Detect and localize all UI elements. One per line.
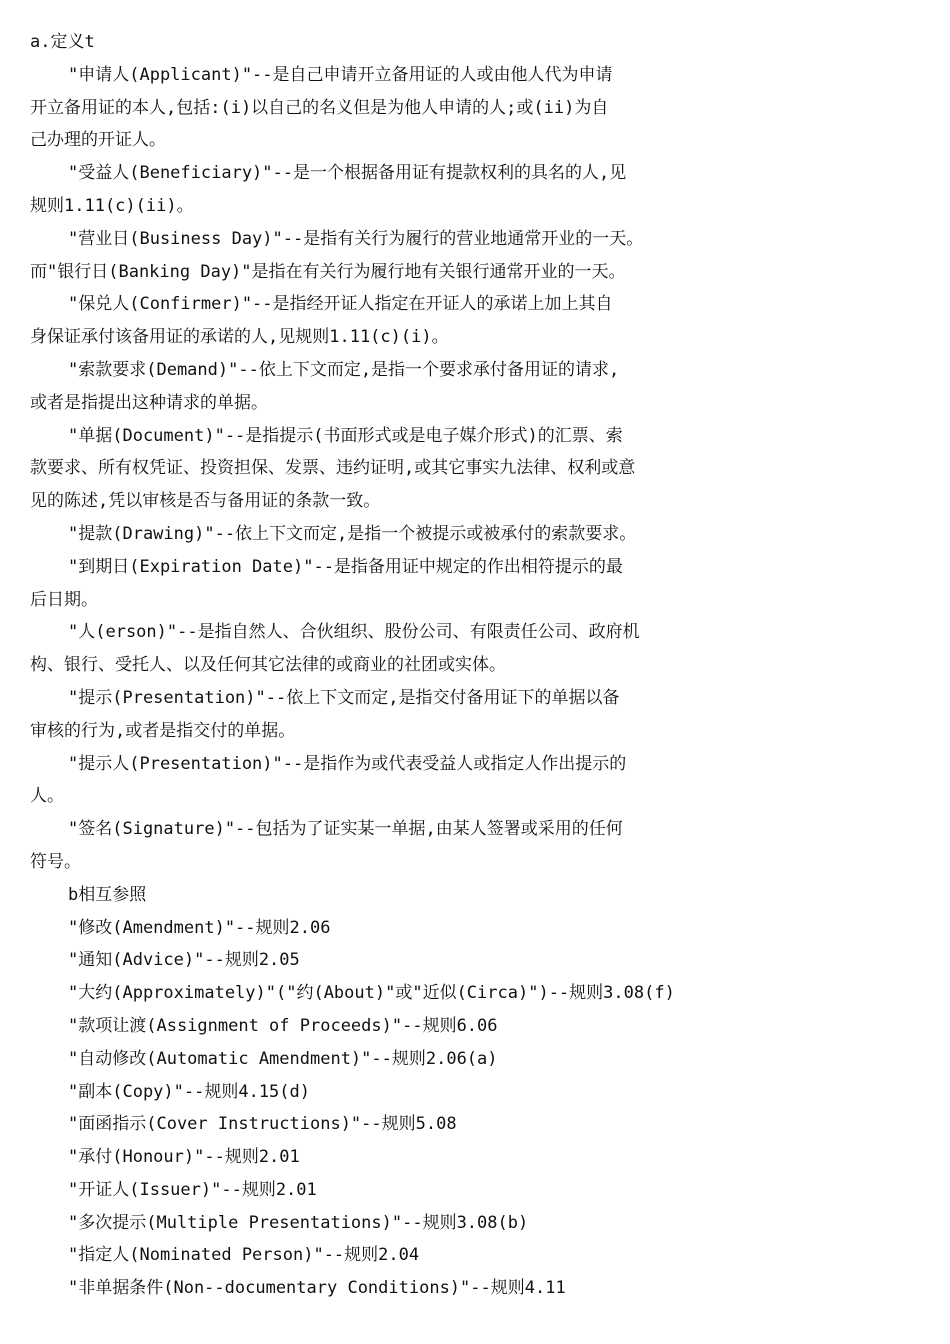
definition-line: 款要求、所有权凭证、投资担保、发票、违约证明,或其它事实九法律、权利或意 (30, 458, 636, 479)
definition-line: "保兑人(Confirmer)"--是指经开证人指定在开证人的承诺上加上其自 (68, 294, 613, 315)
definition-line: "索款要求(Demand)"--依上下文而定,是指一个要求承付备用证的请求, (68, 359, 620, 380)
definition-entry-presentation (30, 682, 710, 748)
definition-line: 己办理的开证人。 (30, 130, 166, 151)
document-page (30, 26, 710, 1305)
definition-line: 后日期。 (30, 589, 98, 610)
definition-line: 人。 (30, 786, 64, 807)
cross-reference-item: "非单据条件(Non--documentary Conditions)"--规则4.11 (68, 1278, 566, 1299)
cross-reference-item: "副本(Copy)"--规则4.15(d) (68, 1081, 310, 1102)
cross-reference-item: "自动修改(Automatic Amendment)"--规则2.06(a) (68, 1048, 498, 1069)
definition-entry-document (30, 420, 710, 518)
definition-line: 审核的行为,或者是指交付的单据。 (30, 720, 296, 741)
definition-entry-expiration-date (30, 551, 710, 617)
definition-line: 而"银行日(Banking Day)"是指在有关行为履行地有关银行通常开业的一天。 (30, 261, 626, 282)
definition-entry-presenter (30, 748, 710, 814)
definition-entry-demand (30, 354, 710, 420)
cross-reference-item: "面函指示(Cover Instructions)"--规则5.08 (68, 1114, 457, 1135)
definition-line: 身保证承付该备用证的承诺的人,见规则1.11(c)(i)。 (30, 327, 449, 348)
cross-reference-item: "多次提示(Multiple Presentations)"--规则3.08(b) (68, 1212, 529, 1233)
definition-line: 或者是指提出这种请求的单据。 (30, 392, 268, 413)
definition-line: "受益人(Beneficiary)"--是一个根据备用证有提款权利的具名的人,见 (68, 163, 627, 184)
definition-entry-drawing (30, 518, 710, 551)
definition-entry-confirmer (30, 288, 710, 354)
definition-line: 开立备用证的本人,包括:(i)以自己的名义但是为他人申请的人;或(ii)为自 (30, 97, 609, 118)
cross-reference-item: "指定人(Nominated Person)"--规则2.04 (68, 1245, 420, 1266)
definition-line: "人(erson)"--是指自然人、合伙组织、股份公司、有限责任公司、政府机 (68, 622, 640, 643)
definition-entry-applicant (30, 59, 710, 157)
definition-line: "申请人(Applicant)"--是自己申请开立备用证的人或由他人代为申请 (68, 64, 613, 85)
definition-line: "签名(Signature)"--包括为了证实某一单据,由某人签署或采用的任何 (68, 819, 623, 840)
definition-line: 规则1.11(c)(ii)。 (30, 195, 194, 216)
definition-line: 见的陈述,凭以审核是否与备用证的条款一致。 (30, 491, 381, 512)
definition-line: "提示人(Presentation)"--是指作为或代表受益人或指定人作出提示的 (68, 753, 627, 774)
section-b-heading: b相互参照 (68, 884, 147, 905)
cross-reference-item: "开证人(Issuer)"--规则2.01 (68, 1179, 317, 1200)
definition-entry-signature (30, 813, 710, 879)
definition-line: "到期日(Expiration Date)"--是指备用证中规定的作出相符提示的最 (68, 556, 623, 577)
definition-entry-business-day (30, 223, 710, 289)
definition-line: "营业日(Business Day)"--是指有关行为履行的营业地通常开业的一天。 (68, 228, 644, 249)
definition-line: 符号。 (30, 851, 81, 872)
cross-reference-list (30, 912, 710, 1306)
cross-reference-item: "修改(Amendment)"--规则2.06 (68, 917, 331, 938)
definition-line: "提示(Presentation)"--依上下文而定,是指交付备用证下的单据以备 (68, 687, 620, 708)
section-a-heading: a.定义t (30, 32, 95, 52)
definition-line: "单据(Document)"--是指提示(书面形式或是电子媒介形式)的汇票、索 (68, 425, 623, 446)
definition-line: "提款(Drawing)"--依上下文而定,是指一个被提示或被承付的索款要求。 (68, 523, 637, 544)
definition-entry-person (30, 616, 710, 682)
cross-reference-item: "通知(Advice)"--规则2.05 (68, 950, 300, 971)
definition-line: 构、银行、受托人、以及任何其它法律的或商业的社团或实体。 (30, 655, 506, 676)
definition-entry-beneficiary (30, 157, 710, 223)
cross-reference-item: "承付(Honour)"--规则2.01 (68, 1147, 300, 1168)
cross-reference-item: "款项让渡(Assignment of Proceeds)"--规则6.06 (68, 1015, 498, 1036)
cross-reference-item: "大约(Approximately)"("约(About)"或"近似(Circa)")--规则3.08(f) (68, 983, 675, 1004)
